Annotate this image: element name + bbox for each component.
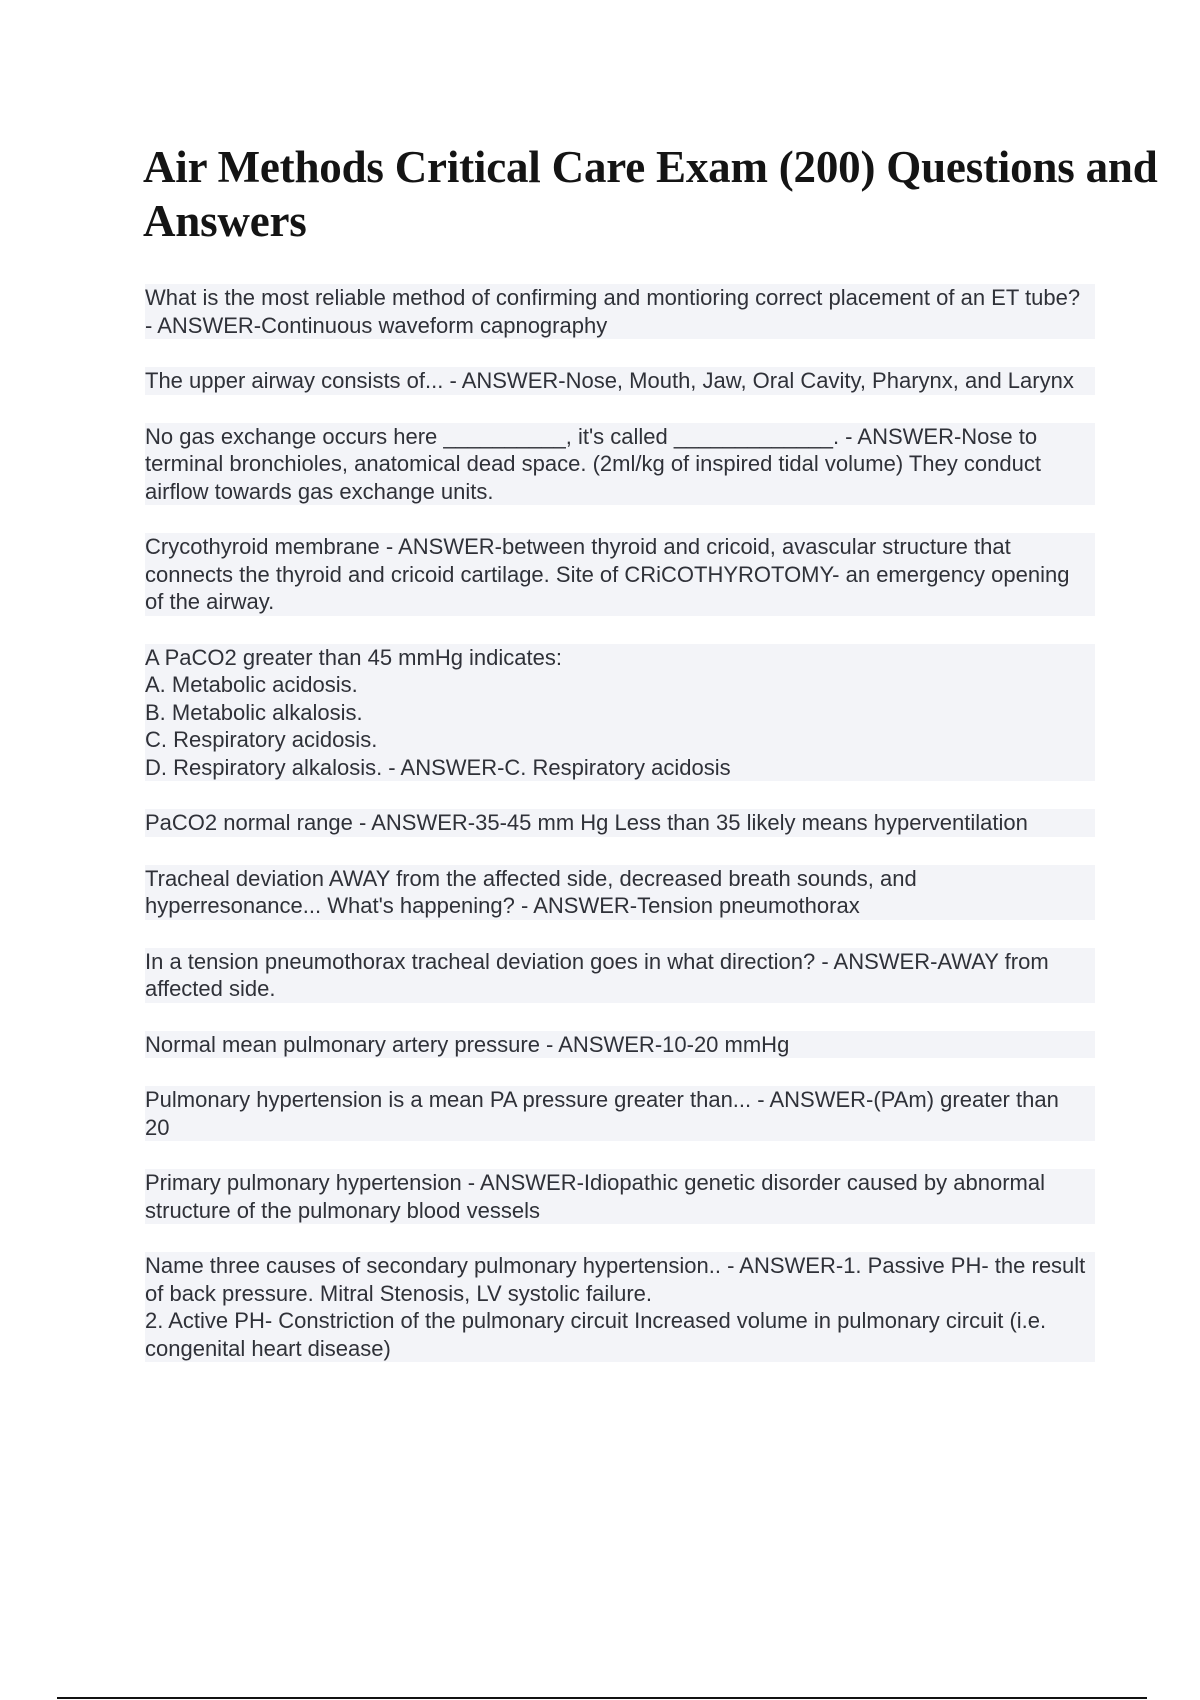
qa-item: Normal mean pulmonary artery pressure - ANSWER-10-20 mmHg (145, 1031, 1095, 1059)
qa-item: Tracheal deviation AWAY from the affected side, decreased breath sounds, and hyperresonance... What's happening? - ANSWER-Tension pneumothorax (145, 865, 1095, 920)
qa-item: What is the most reliable method of confirming and montioring correct placement of an ET tube? - ANSWER-Continuous waveform capnography (145, 284, 1095, 339)
qa-item: Name three causes of secondary pulmonary hypertension.. - ANSWER-1. Passive PH- the result of back pressure. Mitral Stenosis, LV systolic failure. 2. Active PH- Constriction of the pulmonary circuit Increased volume in pulmonary circuit (i.e. congenital heart disease) (145, 1252, 1095, 1362)
qa-item: Crycothyroid membrane - ANSWER-between thyroid and cricoid, avascular structure that connects the thyroid and cricoid cartilage. Site of CRiCOTHYROTOMY- an emergency opening of the airway. (145, 533, 1095, 616)
qa-item: Primary pulmonary hypertension - ANSWER-Idiopathic genetic disorder caused by abnormal structure of the pulmonary blood vessels (145, 1169, 1095, 1224)
qa-item: A PaCO2 greater than 45 mmHg indicates: A. Metabolic acidosis. B. Metabolic alkalosis. C. Respiratory acidosis. D. Respiratory alkalosis. - ANSWER-C. Respiratory acidosis (145, 644, 1095, 782)
page-bottom-rule (57, 1697, 1147, 1699)
qa-list (145, 284, 1095, 1390)
qa-item: Pulmonary hypertension is a mean PA pressure greater than... - ANSWER-(PAm) greater than 20 (145, 1086, 1095, 1141)
qa-item: In a tension pneumothorax tracheal deviation goes in what direction? - ANSWER-AWAY from affected side. (145, 948, 1095, 1003)
qa-item: PaCO2 normal range - ANSWER-35-45 mm Hg Less than 35 likely means hyperventilation (145, 809, 1095, 837)
document-title: Air Methods Critical Care Exam (200) Questions and Answers (143, 142, 1158, 246)
qa-item: No gas exchange occurs here __________, it's called _____________. - ANSWER-Nose to terminal bronchioles, anatomical dead space. (2ml/kg of inspired tidal volume) They conduct airflow towards gas exchange units. (145, 423, 1095, 506)
qa-item: The upper airway consists of... - ANSWER-Nose, Mouth, Jaw, Oral Cavity, Pharynx, and Larynx (145, 367, 1095, 395)
